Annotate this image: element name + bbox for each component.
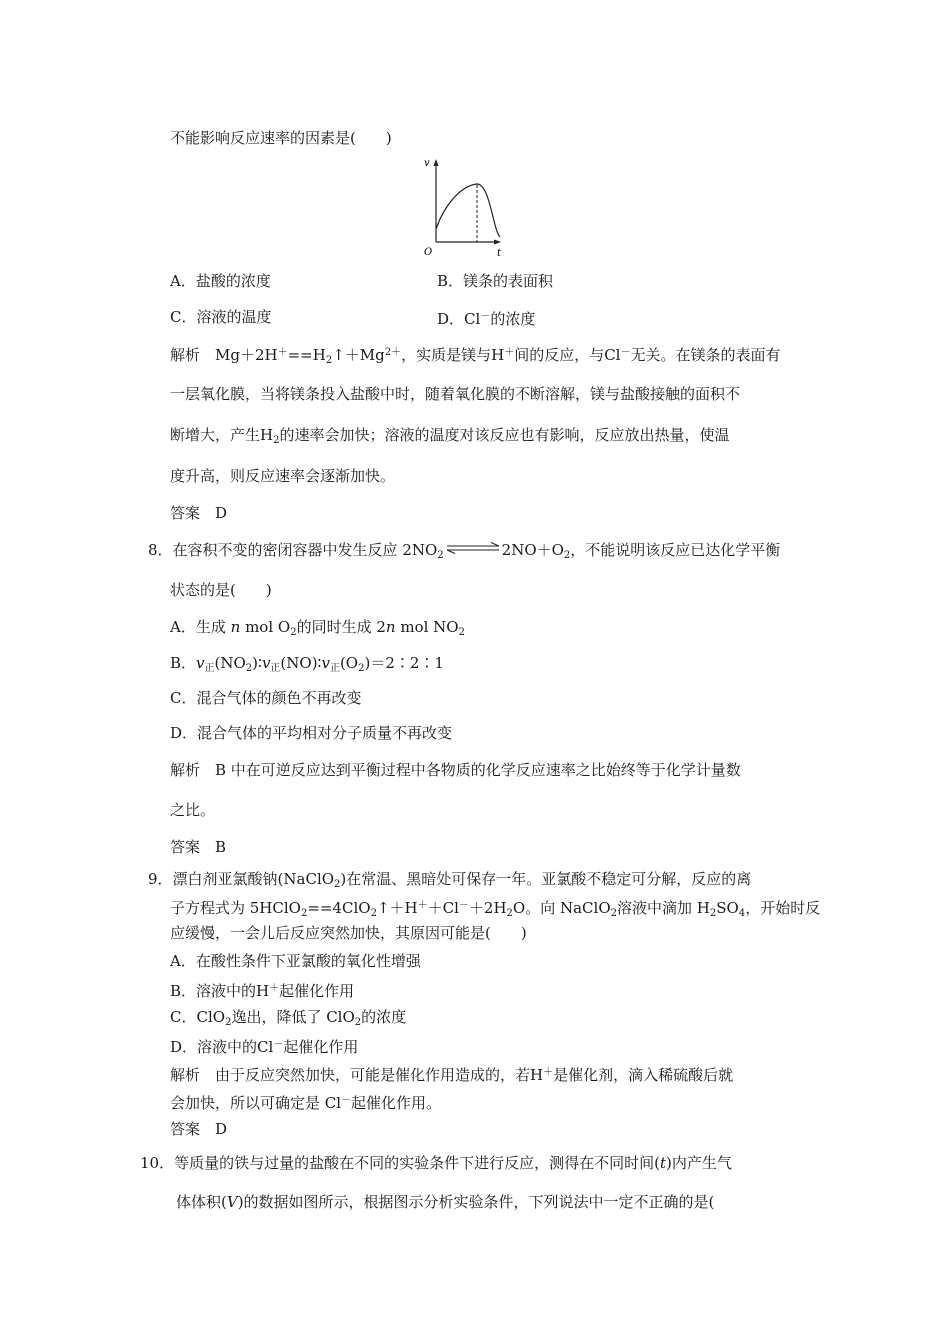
q9-option-b: B．溶液中的H＋起催化作用 bbox=[170, 982, 355, 1000]
q8-option-b: B．$v_正(NO_2)∶v_正(NO)∶v_正(O_2)=2∶2∶1$ bbox=[170, 654, 444, 674]
graph-curve bbox=[436, 184, 500, 237]
graph-y-label: v bbox=[424, 158, 430, 169]
q7-answer: 答案 D bbox=[170, 504, 228, 522]
q9-option-a: A．在酸性条件下亚氯酸的氧化性增强 bbox=[170, 952, 421, 970]
graph-y-arrow bbox=[434, 159, 439, 166]
equilibrium-arrows-icon bbox=[445, 542, 501, 554]
q7-option-a: A．盐酸的浓度 bbox=[170, 272, 271, 290]
q7-explanation-line-2: 一层氧化膜，当将镁条投入盐酸中时，随着氧化膜的不断溶解，镁与盐酸接触的面积不 bbox=[170, 385, 741, 403]
q8-option-a: A．生成 n mol $O_2$的同时生成 2n mol $NO_2$ bbox=[170, 618, 465, 638]
q8-answer: 答案 B bbox=[170, 838, 227, 856]
q7-option-d: D．Cl－的浓度 bbox=[437, 310, 536, 328]
q7-explanation-line-4: 度升高，则反应速率会逐渐加快。 bbox=[170, 467, 396, 485]
q9-explanation-line-1: 解析 由于反应突然加快，可能是催化作用造成的，若H＋是催化剂，滴入稀硫酸后就 bbox=[170, 1066, 734, 1084]
q8-stem-line-1: 8．在容积不变的密闭容器中发生反应 $2NO_2$ $2NO+O_2$，不能说明该反应已达化学平衡 bbox=[148, 541, 781, 561]
q9-explanation-line-2: 会加快，所以可确定是 Cl－起催化作用。 bbox=[170, 1094, 442, 1112]
q8-explanation-line-2: 之比。 bbox=[170, 801, 216, 819]
q9-answer: 答案 D bbox=[170, 1120, 228, 1138]
q9-stem-line-3: 应缓慢，一会儿后反应突然加快，其原因可能是( ) bbox=[170, 924, 527, 942]
q7-option-b: B．镁条的表面积 bbox=[437, 272, 554, 290]
graph-x-arrow bbox=[494, 240, 501, 245]
graph-origin-label: O bbox=[424, 247, 433, 258]
q8-explanation-line-1: 解析 B 中在可逆反应达到平衡过程中各物质的化学反应速率之比始终等于化学计量数 bbox=[170, 761, 741, 779]
q7-stem: 不能影响反应速率的因素是( ) bbox=[170, 129, 392, 147]
graph-x-label: t bbox=[497, 248, 502, 258]
velocity-time-graph bbox=[420, 156, 504, 258]
q8-stem-line-2: 状态的是( ) bbox=[170, 581, 272, 599]
q10-stem-line-2: 体体积(V)的数据如图所示，根据图示分析实验条件，下列说法中一定不正确的是( bbox=[176, 1193, 715, 1211]
q7-explanation-line-3: 断增大，产生$H_2$的速率会加快；溶液的温度对该反应也有影响，反应放出热量，使温 bbox=[170, 426, 730, 446]
q9-option-d: D．溶液中的Cl－起催化作用 bbox=[170, 1038, 359, 1056]
q8-option-d: D．混合气体的平均相对分子质量不再改变 bbox=[170, 724, 453, 742]
q9-option-c: C．ClO$_2$逸出，降低了 ClO$_2$的浓度 bbox=[170, 1008, 407, 1028]
q10-stem-line-1: 10．等质量的铁与过量的盐酸在不同的实验条件下进行反应，测得在不同时间(t)内产生气 bbox=[140, 1154, 732, 1172]
q9-stem-line-1: 9．漂白剂亚氯酸钠(NaClO$_2$)在常温、黑暗处可保存一年。亚氯酸不稳定可分解，反应的离 bbox=[148, 870, 752, 890]
q9-stem-line-2: 子方程式为 $5HClO_2==4ClO_2↑+H^++Cl^-+2H_2O$。向 NaClO$_2$溶液中滴加 $H_2SO_4$，开始时反 bbox=[170, 899, 821, 919]
q7-option-c: C．溶液的温度 bbox=[170, 308, 272, 326]
q8-option-c: C．混合气体的颜色不再改变 bbox=[170, 689, 362, 707]
q7-explanation-line-1: 解析 $Mg+2H^+==H_2↑+Mg^{2+}$，实质是镁与H＋间的反应，与Cl－无关。在镁条的表面有 bbox=[170, 346, 781, 366]
